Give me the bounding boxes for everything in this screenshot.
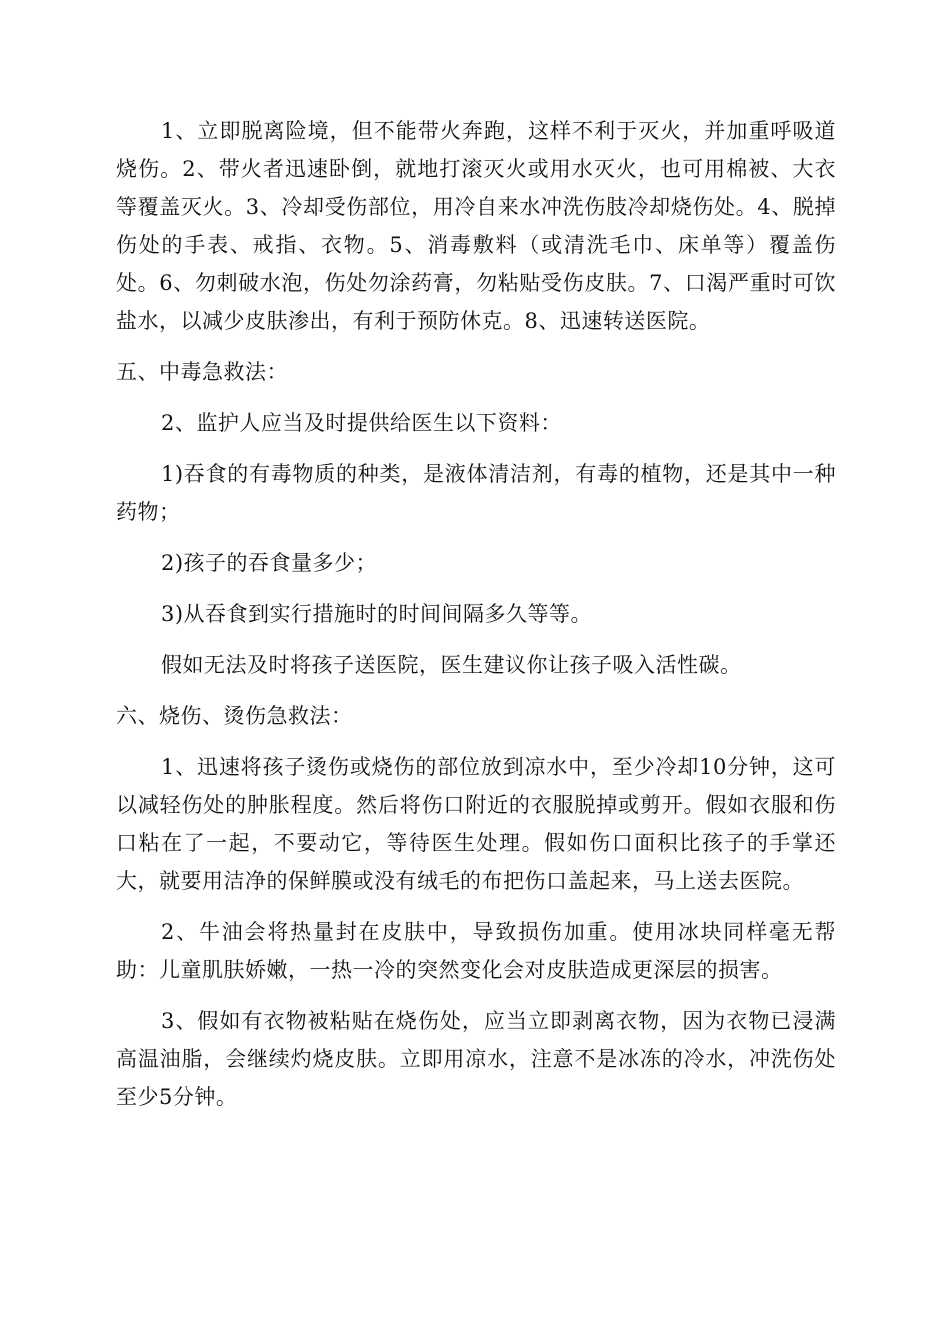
paragraph-burn-cooling: 1、迅速将孩子烫伤或烧伤的部位放到凉水中，至少冷却10分钟，这可以减轻伤处的肿胀程度。然后将伤口附近的衣服脱掉或剪开。假如衣服和伤口粘在了一起，不要动它，等待医生处理。假如伤口面积比孩子的手掌还大，就要用洁净的保鲜膜或没有绒毛的布把伤口盖起来，马上送去医院。	[116, 755, 836, 893]
paragraph-activated-carbon: 假如无法及时将孩子送医院，医生建议你让孩子吸入活性碳。	[161, 653, 742, 677]
paragraph-guardian-info: 2、监护人应当及时提供给医生以下资料：	[161, 411, 562, 435]
paragraph-clothing-removal: 3、假如有衣物被粘贴在烧伤处，应当立即剥离衣物，因为衣物已浸满高温油脂，会继续灼烧皮肤。立即用凉水，注意不是冰冻的冷水，冲洗伤处至少5分钟。	[116, 1009, 836, 1109]
section-heading-burns: 六、烧伤、烫伤急救法：	[116, 704, 353, 728]
paragraph-burn-first-aid-steps: 1、立即脱离险境，但不能带火奔跑，这样不利于灭火，并加重呼吸道烧伤。2、带火者迅速卧倒，就地打滚灭火或用水灭火，也可用棉被、大衣等覆盖灭火。3、冷却受伤部位，用冷自来水冲洗伤肢冷却烧伤处。4、脱掉伤处的手表、戒指、衣物。5、消毒敷料（或清洗毛巾、床单等）覆盖伤处。6、勿刺破水泡，伤处勿涂药膏，勿粘贴受伤皮肤。7、口渴严重时可饮盐水，以减少皮肤渗出，有利于预防休克。8、迅速转送医院。	[116, 119, 836, 333]
list-item-time-interval: 3)从吞食到实行措施时的时间间隔多久等等。	[161, 602, 593, 626]
document-body	[116, 112, 836, 1116]
section-heading-poisoning: 五、中毒急救法：	[116, 360, 288, 384]
list-item-poison-type: 1)吞食的有毒物质的种类，是液体清洁剂，有毒的植物，还是其中一种药物；	[116, 462, 836, 524]
paragraph-butter-ice: 2、牛油会将热量封在皮肤中，导致损伤加重。使用冰块同样毫无帮助：儿童肌肤娇嫩，一热一冷的突然变化会对皮肤造成更深层的损害。	[116, 920, 836, 982]
list-item-amount: 2)孩子的吞食量多少；	[161, 551, 378, 575]
